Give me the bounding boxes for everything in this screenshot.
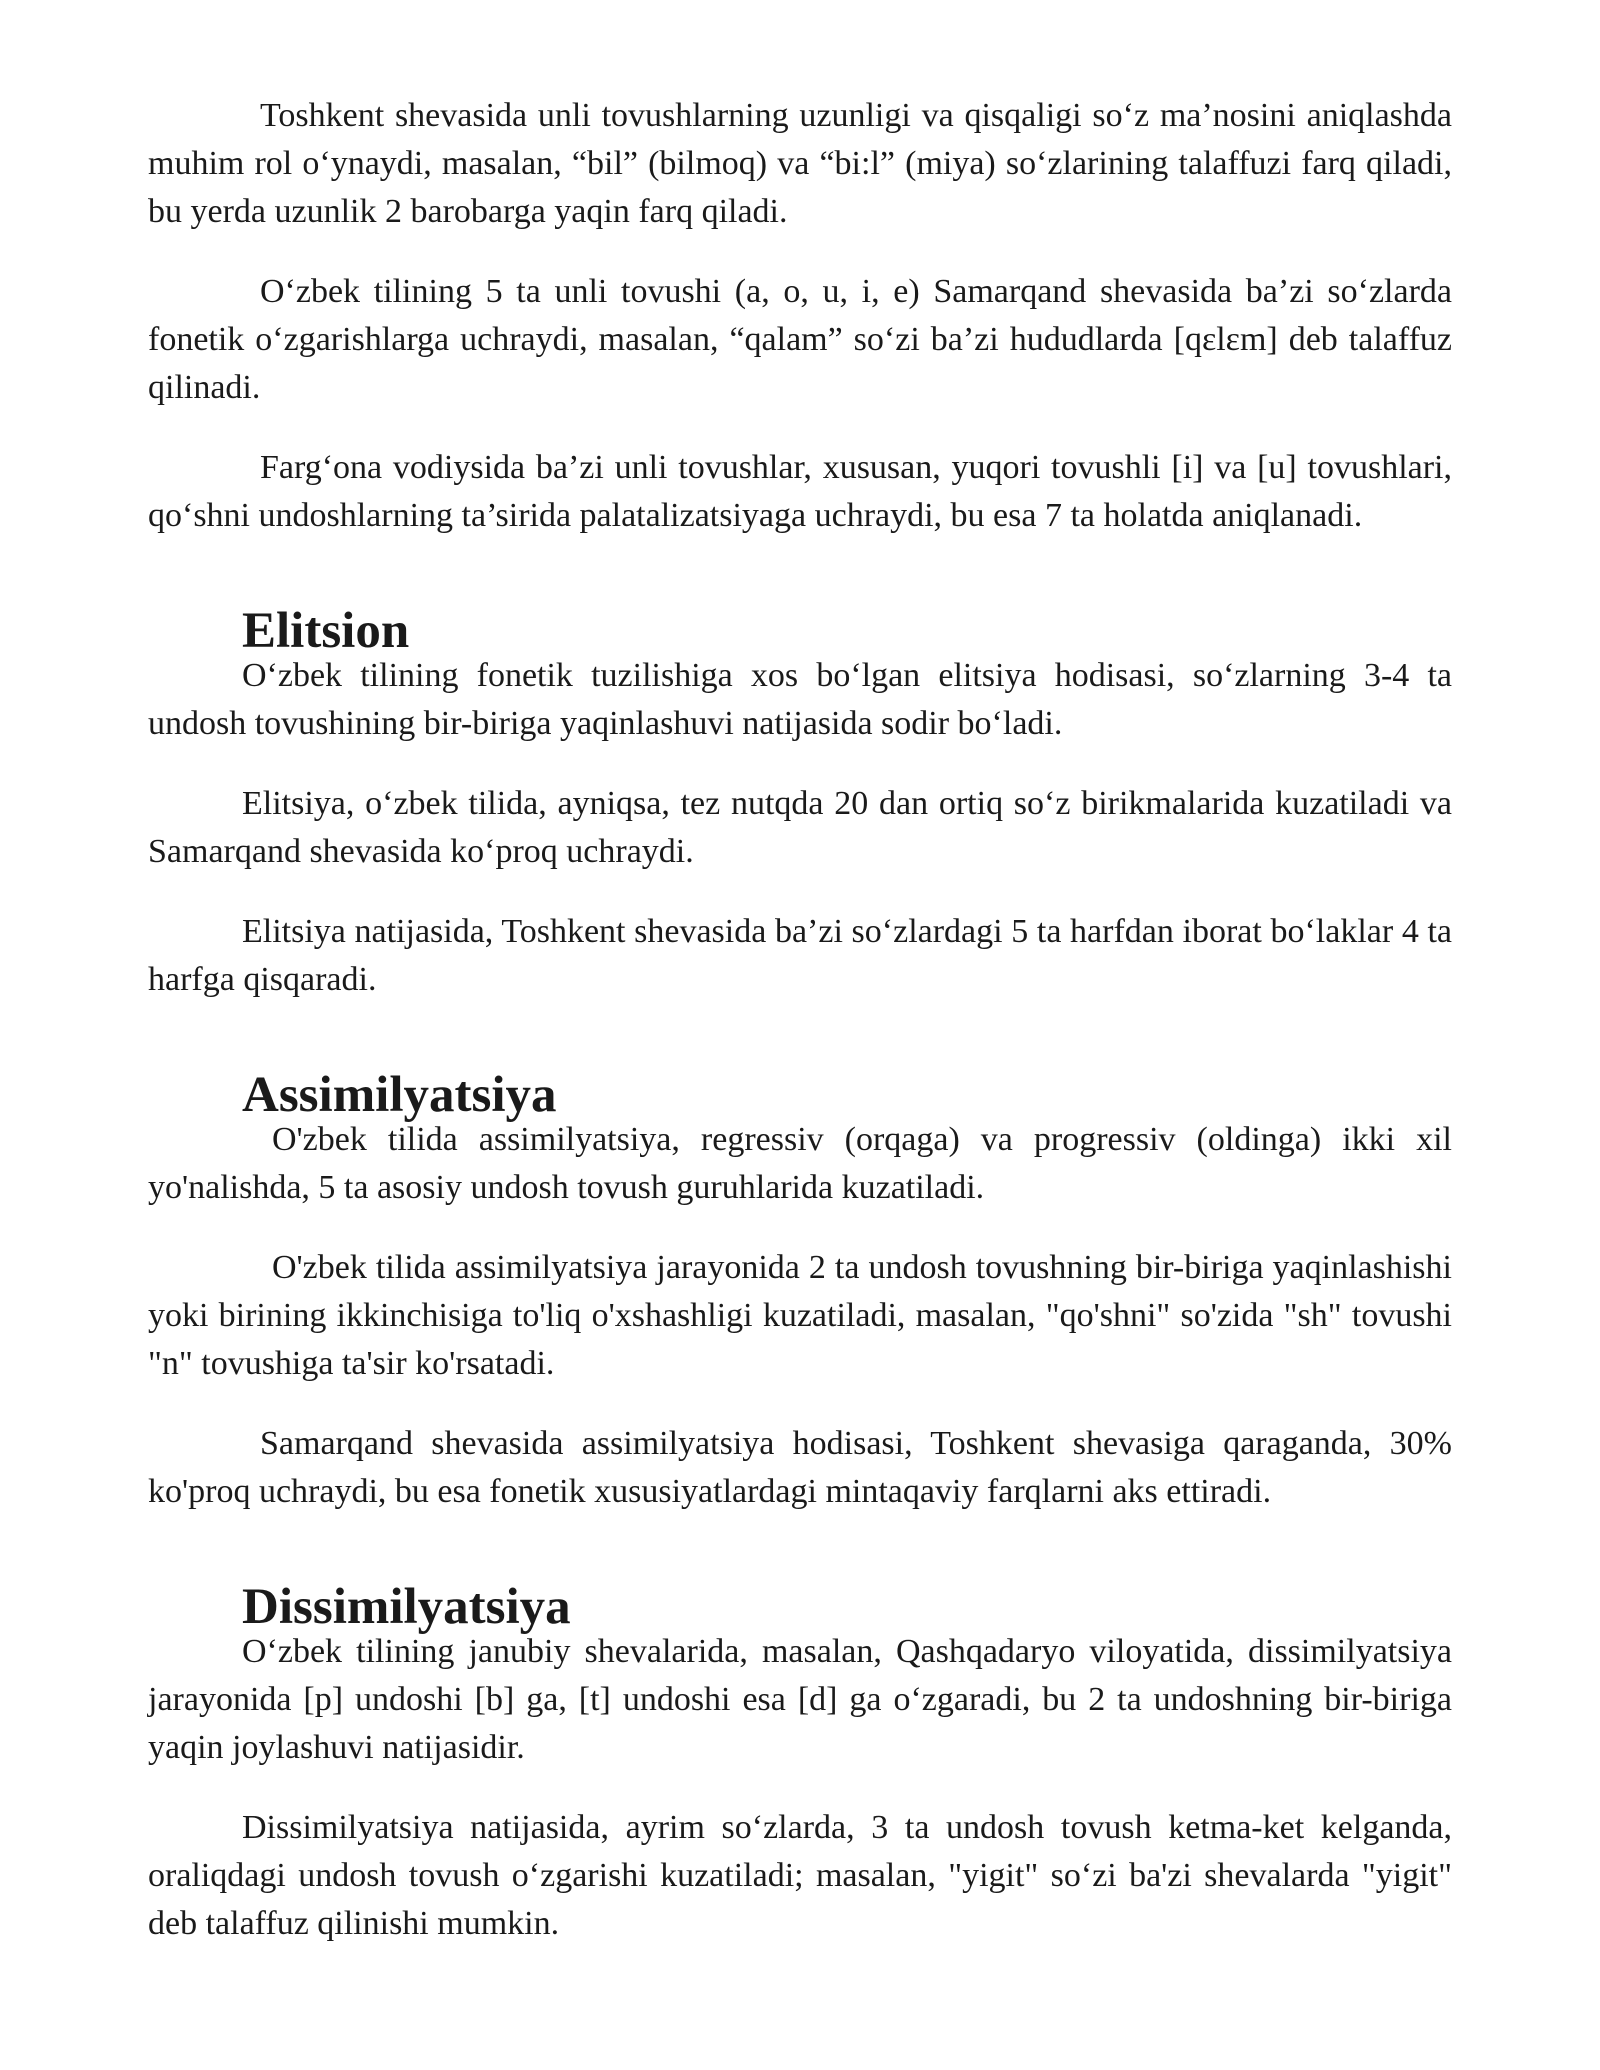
dissimilyatsiya-paragraph-2: Dissimilyatsiya natijasida, ayrim so‘zlarda, 3 ta undosh tovush ketma-ket kelganda, oraliqdagi undosh tovush o‘zgarishi kuzatiladi; masalan, "yigit" so‘zi ba'zi shevalarda "yigit" deb talaffuz qilinishi mumkin. [148,1809,1452,1942]
assimilyatsiya-paragraph-1: O'zbek tilida assimilyatsiya, regressiv (orqaga) va progressiv (oldinga) ikki xil yo'nalishda, 5 ta asosiy undosh tovush guruhlarida kuzatiladi. [148,1121,1452,1206]
document-page [148,92,1452,1948]
elitsion-paragraph-1: O‘zbek tilining fonetik tuzilishiga xos bo‘lgan elitsiya hodisasi, so‘zlarning 3-4 ta undosh tovushining bir-biriga yaqinlashuvi natijasida sodir bo‘ladi. [148,657,1452,742]
intro-paragraph-2: O‘zbek tilining 5 ta unli tovushi (a, o, u, i, e) Samarqand shevasida ba’zi so‘zlarda fonetik o‘zgarishlarga uchraydi, masalan, “qalam” so‘zi ba’zi hududlarda [qɛlɛm] deb talaffuz qilinadi. [148,273,1452,406]
elitsion-paragraph-2: Elitsiya, o‘zbek tilida, ayniqsa, tez nutqda 20 dan ortiq so‘z birikmalarida kuzatiladi va Samarqand shevasida ko‘proq uchraydi. [148,785,1452,870]
assimilyatsiya-paragraph-3: Samarqand shevasida assimilyatsiya hodisasi, Toshkent shevasiga qaraganda, 30% ko'proq uchraydi, bu esa fonetik xususiyatlardagi mintaqaviy farqlarni aks ettiradi. [148,1425,1452,1510]
section-heading-assimilyatsiya: Assimilyatsiya [242,1067,557,1123]
intro-paragraph-1: Toshkent shevasida unli tovushlarning uzunligi va qisqaligi so‘z ma’nosini aniqlashda muhim rol o‘ynaydi, masalan, “bil” (bilmoq) va “bi:l” (miya) so‘zlarining talaffuzi farq qiladi, bu yerda uzunlik 2 barobarga yaqin farq qiladi. [148,97,1452,230]
dissimilyatsiya-paragraph-1: O‘zbek tilining janubiy shevalarida, masalan, Qashqadaryo viloyatida, dissimilyatsiya jarayonida [p] undoshi [b] ga, [t] undoshi esa [d] ga o‘zgaradi, bu 2 ta undoshning bir-biriga yaqin joylashuvi natijasidir. [148,1633,1452,1766]
section-heading-elitsion: Elitsion [242,603,410,659]
assimilyatsiya-paragraph-2: O'zbek tilida assimilyatsiya jarayonida 2 ta undosh tovushning bir-biriga yaqinlashishi yoki birining ikkinchisiga to'liq o'xshashligi kuzatiladi, masalan, "qo'shni" so'zida "sh" tovushi "n" tovushiga ta'sir ko'rsatadi. [148,1249,1452,1382]
elitsion-paragraph-3: Elitsiya natijasida, Toshkent shevasida ba’zi so‘zlardagi 5 ta harfdan iborat bo‘laklar 4 ta harfga qisqaradi. [148,913,1452,998]
section-heading-dissimilyatsiya: Dissimilyatsiya [242,1579,571,1635]
intro-paragraph-3: Farg‘ona vodiysida ba’zi unli tovushlar, xususan, yuqori tovushli [i] va [u] tovushlari, qo‘shni undoshlarning ta’sirida palatalizatsiyaga uchraydi, bu esa 7 ta holatda aniqlanadi. [148,449,1452,534]
